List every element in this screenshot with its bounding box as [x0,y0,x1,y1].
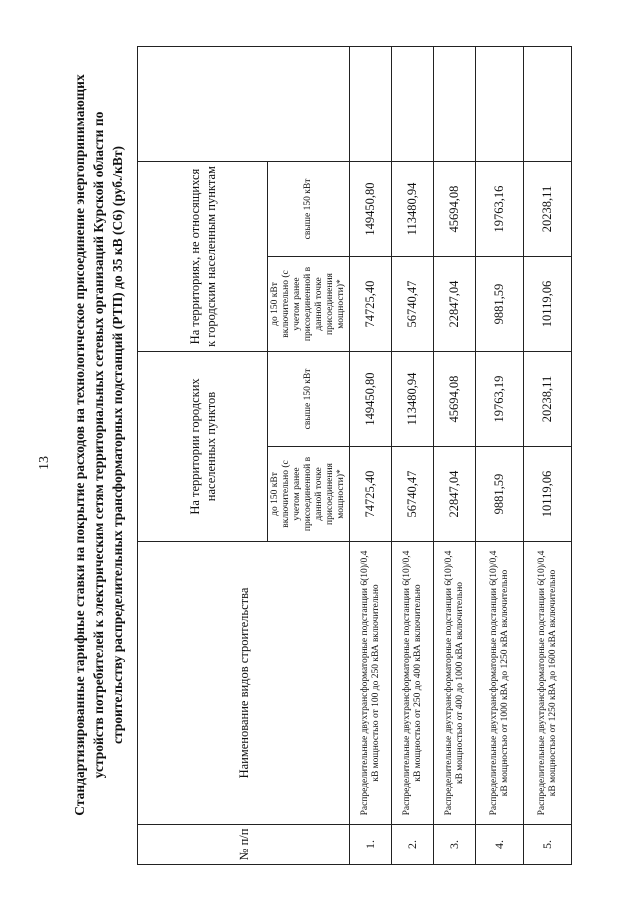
tariff-table [137,46,572,865]
cell-urban-upto150: 56740,47 [392,447,434,542]
header-rural-over150: свыше 150 кВт [268,162,350,257]
cell-rural-over150: 149450,80 [350,162,392,257]
cell-rural-over150: 19763,16 [476,162,524,257]
title-line-1: Стандартизированные тарифные ставки на покрытие расходов на технологическое присоединение энергопринимающих [72,74,87,816]
table-row [524,47,572,865]
row-name: Распределительные двухтрансформаторные подстанции 6(10)/0,4 кВ мощностью от 1000 кВА до 1250 кВА включительно [476,542,524,825]
cell-rural-upto150: 74725,40 [350,257,392,352]
cell-urban-over150: 113480,94 [392,352,434,447]
cell-urban-upto150: 10119,06 [524,447,572,542]
cell-empty [434,47,476,162]
row-name: Распределительные двухтрансформаторные подстанции 6(10)/0,4 кВ мощностью от 1250 кВА до 1600 кВА включительно [524,542,572,825]
title-line-2: устройств потребителей к электрическим сетям территориальных сетевых организаций Курской области по [91,111,106,779]
cell-urban-over150: 19763,19 [476,352,524,447]
title-line-3: строительству распределительных трансформаторных подстанций (РТП) до 35 кВ (С6) (руб./кВт) [110,145,125,745]
page-number: 13 [37,456,52,470]
header-urban-upto150: до 150 кВт включительно (с учетом ранее присоединенной в данной точке присоединения мощности)* [268,447,350,542]
row-index: 5. [524,825,572,865]
table-row [434,47,476,865]
table-row [476,47,524,865]
table-header-row [138,47,268,865]
header-rural-upto150: до 150 кВт включительно (с учетом ранее присоединенной в данной точке присоединения мощности)* [268,257,350,352]
header-urban: На территории городских населенных пунктов [138,352,268,542]
cell-urban-over150: 45694,08 [434,352,476,447]
row-index: 1. [350,825,392,865]
header-index: № п/п [138,825,350,865]
row-name: Распределительные двухтрансформаторные подстанции 6(10)/0,4 кВ мощностью от 400 до 1000 кВА включительно [434,542,476,825]
table-row [392,47,434,865]
row-name: Распределительные двухтрансформаторные подстанции 6(10)/0,4 кВ мощностью от 250 до 400 кВА включительно [392,542,434,825]
document-title [70,65,127,825]
cell-urban-over150: 20238,11 [524,352,572,447]
row-index: 3. [434,825,476,865]
cell-rural-upto150: 22847,04 [434,257,476,352]
cell-urban-upto150: 22847,04 [434,447,476,542]
header-urban-over150: свыше 150 кВт [268,352,350,447]
row-index: 2. [392,825,434,865]
cell-empty [350,47,392,162]
cell-urban-upto150: 74725,40 [350,447,392,542]
table-row [350,47,392,865]
cell-urban-upto150: 9881,59 [476,447,524,542]
header-name: Наименование видов строительства [138,542,350,825]
row-index: 4. [476,825,524,865]
cell-empty [392,47,434,162]
row-name: Распределительные двухтрансформаторные подстанции 6(10)/0,4 кВ мощностью от 100 до 250 кВА включительно [350,542,392,825]
cell-empty [476,47,524,162]
cell-rural-upto150: 9881,59 [476,257,524,352]
cell-rural-upto150: 10119,06 [524,257,572,352]
cell-rural-over150: 20238,11 [524,162,572,257]
cell-empty [524,47,572,162]
header-empty [138,47,350,162]
cell-rural-upto150: 56740,47 [392,257,434,352]
cell-urban-over150: 149450,80 [350,352,392,447]
cell-rural-over150: 113480,94 [392,162,434,257]
header-rural: На территориях, не относящихся к городским населенным пунктам [138,162,268,352]
cell-rural-over150: 45694,08 [434,162,476,257]
